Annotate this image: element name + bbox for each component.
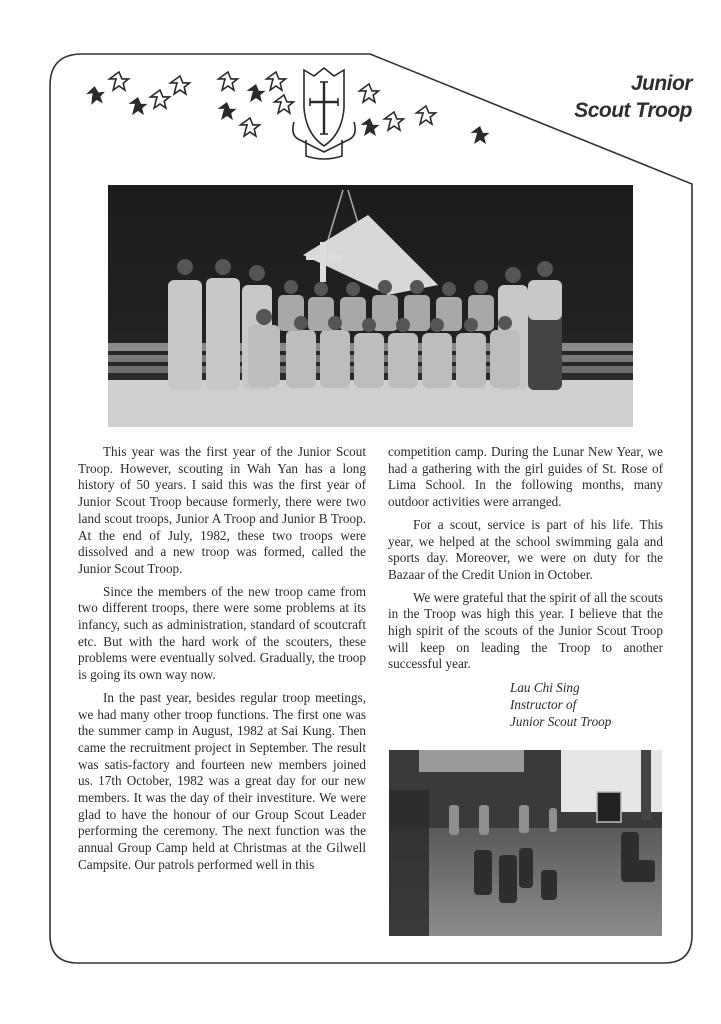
star-outline-icon	[110, 72, 129, 90]
star-outline-icon	[360, 84, 379, 102]
signature-name: Lau Chi Sing	[510, 680, 580, 696]
star-outline-icon	[385, 112, 404, 130]
article-paragraph: For a scout, service is part of his life. This year, we helped at the school swimming gala and sports day. Moreover, we were on duty for the Bazaar of the Credit Union in October.	[388, 516, 663, 582]
article-paragraph: Since the members of the new troop came from two different troops, there were some problems at its infancy, such as administration, standard of scoutcraft etc. But with the hard work of the scouters, these problems were eventually solved. Gradually, the troop is going its own way now.	[78, 583, 366, 683]
star-filled-icon	[361, 118, 380, 136]
article-paragraph: competition camp. During the Lunar New Year, we had a gathering with the girl guides of St. Rose of Lima School. In the following months, many outdoor activities were arranged.	[388, 444, 663, 510]
hall-activity-photo	[389, 750, 662, 936]
star-outline-icon	[219, 72, 238, 90]
star-outline-icon	[151, 90, 170, 108]
article-paragraph: We were grateful that the spirit of all the scouts in the Troop was high this year. I believe that the high spirit of the scouts of the Junior Scout Troop will keep on leading the Troop to another successful year.	[388, 589, 663, 672]
title-line-1: Junior	[630, 72, 692, 95]
shield-cross-crest-icon	[304, 68, 344, 146]
star-outline-icon	[275, 95, 294, 113]
signature-block	[510, 679, 663, 730]
group-photo	[108, 185, 633, 427]
star-filled-icon	[218, 102, 237, 120]
article-paragraph: In the past year, besides regular troop meetings, we had many other troop functions. The first one was the summer camp in August, 1982 at Sai Kung. Then came the recruitment project in September. The result was satis-factory and fourteen new members joined us. 17th October, 1982 was a great day for our new members. It was the day of their investiture. We were glad to have the honour of our Group Scout Leader performing the ceremony. The next function was the annual Group Camp held at Christmas at the Gilwell Campsite. Our patrols performed well in this	[78, 689, 366, 872]
article-left-column	[78, 444, 366, 880]
article-right-column	[388, 444, 663, 730]
star-outline-icon	[267, 72, 286, 90]
star-filled-icon	[247, 84, 266, 102]
star-filled-icon	[471, 126, 490, 144]
star-outline-icon	[417, 106, 436, 124]
star-outline-icon	[171, 76, 190, 94]
signature-organization: Junior Scout Troop	[510, 714, 612, 730]
star-outline-icon	[241, 118, 260, 136]
stars-and-crest-decoration	[80, 60, 510, 160]
signature-role: Instructor of	[510, 697, 577, 713]
page-title	[574, 70, 692, 124]
star-filled-icon	[129, 97, 148, 115]
title-line-2: Scout Troop	[574, 99, 692, 122]
star-filled-icon	[85, 85, 106, 106]
article-paragraph: This year was the first year of the Junior Scout Troop. However, scouting in Wah Yan has a long history of 50 years. I said this was the first year of Junior Scout Troop because formerly, there were two land scout troops, Junior A Troop and Junior B Troop. At the end of July, 1982, these two troops were dissolved and a new troop was formed, called the Junior Scout Troop.	[78, 444, 366, 576]
